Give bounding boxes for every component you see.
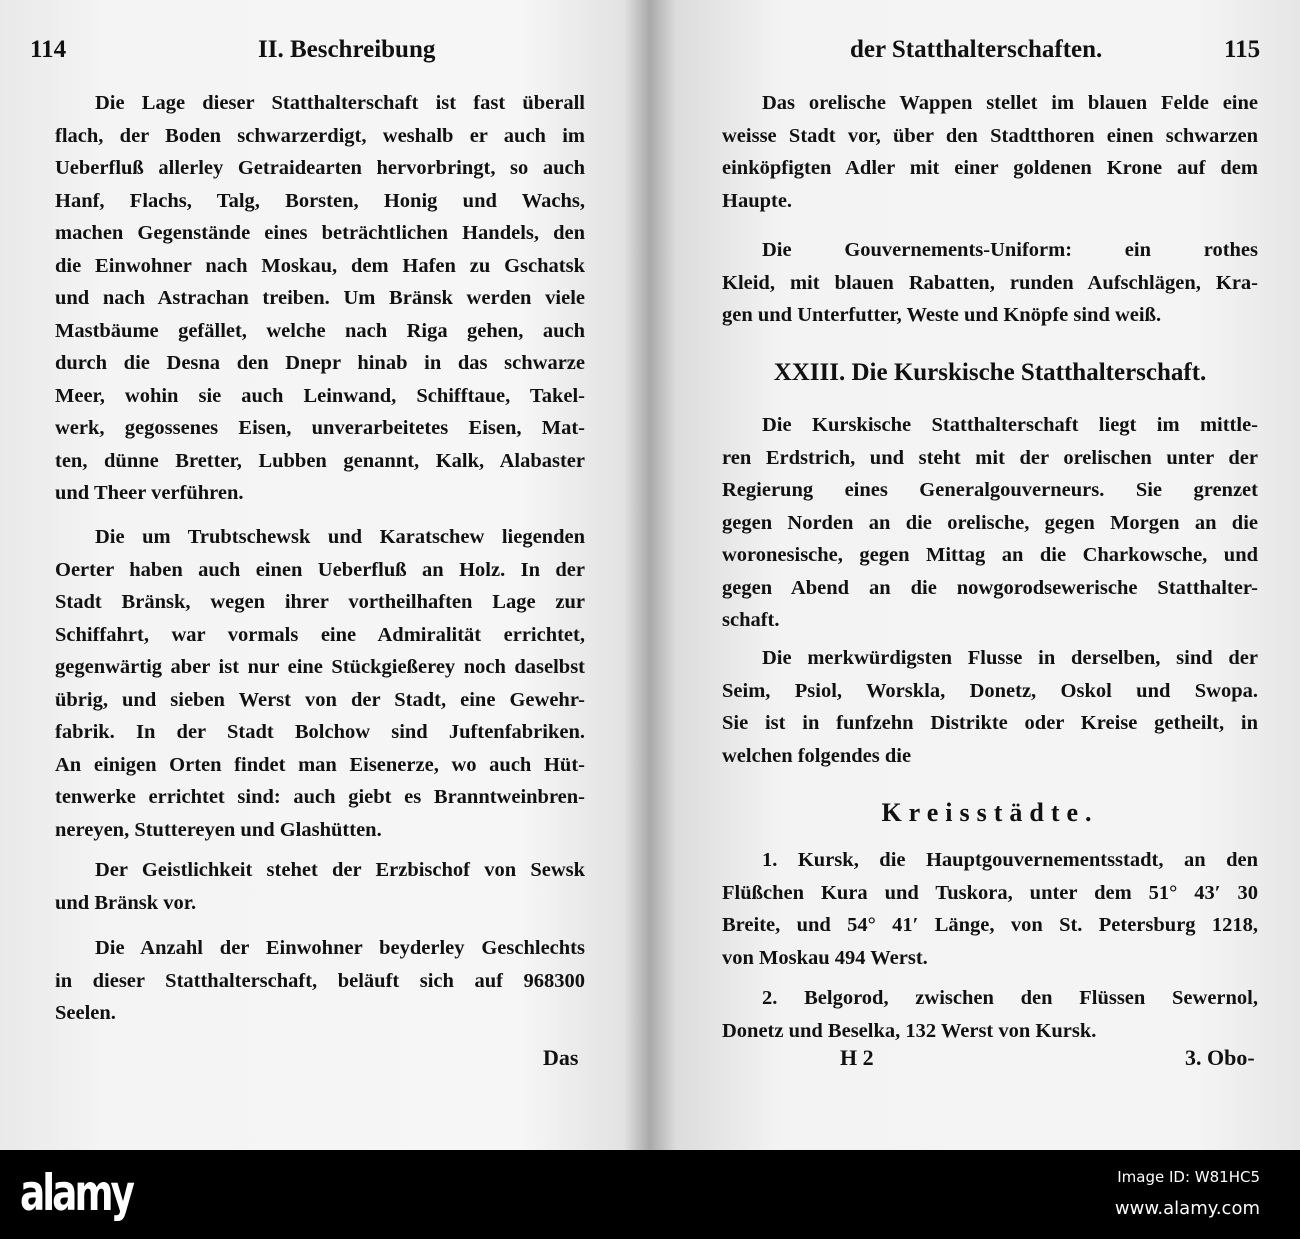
text-line: und Bränsk vor.: [55, 891, 197, 914]
text-line: Schiffahrt, war vormals eine Admiralität errichtet,: [55, 623, 585, 646]
text-line: machen Gegenstände eines beträchtlichen Handels, den: [55, 222, 585, 244]
text-line: in dieser Statthalterschaft, beläuft sich auf 968300: [55, 969, 585, 992]
paragraph: [722, 642, 1258, 772]
catchword: 3. Obo-: [1185, 1045, 1255, 1070]
text-line: und nach Astrachan treiben. Um Bränsk werden viele: [55, 287, 585, 309]
text-line: Oerter haben auch einen Ueberfluß an Holz. In der: [55, 558, 585, 581]
text-line: gegenwärtig aber ist nur eine Stückgießerey noch daselbst: [55, 656, 585, 678]
paragraph: [722, 409, 1258, 637]
page-number: 115: [1224, 36, 1261, 63]
text-line: Die Anzahl der Einwohner beyderley Geschlechts: [95, 937, 585, 959]
text-line: welchen folgendes die: [722, 744, 912, 767]
text-line: schaft.: [722, 609, 780, 631]
text-line: Der Geistlichkeit stehet der Erzbischof von Sewsk: [95, 859, 585, 881]
paragraph: [55, 854, 585, 919]
text-line: Stadt Bränsk, wegen ihrer vortheilhaften Lage zur: [55, 591, 585, 613]
paragraph: [55, 87, 585, 510]
text-line: Kleid, mit blauen Rabatten, runden Aufschlägen, Kra-: [722, 271, 1258, 294]
text-line: gegen Abend an die nowgorodsewerische Statthalter-: [722, 576, 1258, 599]
text-line: Die um Trubtschewsk und Karatschew liegenden: [95, 526, 585, 548]
paragraph: [722, 87, 1258, 217]
text-line: gen und Unterfutter, Weste und Knöpfe sind weiß.: [722, 304, 1162, 326]
text-line: woronesische, gegen Mittag an die Charkowsche, und: [722, 544, 1258, 566]
paragraph: [722, 234, 1258, 332]
text-line: nereyen, Stuttereyen und Glashütten.: [55, 818, 382, 841]
text-line: ren Erdstrich, und steht mit der orelischen unter der: [722, 446, 1258, 469]
image-id: Image ID: W81HC5: [1117, 1168, 1260, 1186]
page-number: 114: [30, 36, 67, 63]
alamy-logo: alamy: [20, 1164, 132, 1222]
section-heading: XXIII. Die Kurskische Statthalterschaft.: [773, 359, 1207, 386]
left-page: [30, 0, 585, 1150]
text-line: Das orelische Wappen stellet im blauen Felde eine: [762, 92, 1258, 114]
text-line: flach, der Boden schwarzerdigt, weshalb er auch im: [55, 124, 585, 147]
watermark-bar: [0, 1150, 1300, 1239]
right-page: [722, 0, 1261, 1150]
text-line: Meer, wohin sie auch Leinwand, Schifftaue, Takel-: [55, 384, 585, 407]
subheading: Kreisstädte.: [881, 798, 1099, 827]
text-line: Regierung eines Generalgouverneurs. Sie grenzet: [722, 479, 1258, 501]
paragraph: [55, 521, 585, 846]
text-line: Sie ist in funfzehn Distrikte oder Kreise getheilt, in: [722, 712, 1258, 734]
text-line: Mastbäume gefället, welche nach Riga gehen, auch: [55, 319, 585, 342]
text-line: tenwerke errichtet sind: auch giebt es Branntweinbren-: [55, 786, 585, 808]
text-line: Donetz und Beselka, 132 Werst von Kursk.: [722, 1019, 1097, 1042]
text-line: 2. Belgorod, zwischen den Flüssen Sewernol,: [762, 987, 1258, 1009]
text-line: Seelen.: [55, 1002, 116, 1024]
text-line: und Theer verführen.: [55, 482, 244, 504]
catchword: Das: [543, 1045, 579, 1070]
text-line: Die Lage dieser Statthalterschaft ist fast überall: [95, 92, 585, 114]
text-line: 1. Kursk, die Hauptgouvernementsstadt, an den: [762, 849, 1258, 871]
text-line: An einigen Orten findet man Eisenerze, wo auch Hüt-: [55, 753, 585, 776]
running-head: der Statthalterschaften.: [850, 36, 1103, 63]
text-line: die Einwohner nach Moskau, dem Hafen zu Gschatsk: [55, 254, 585, 277]
text-line: Ueberfluß allerley Getraidearten hervorbringt, so auch: [55, 157, 585, 179]
text-line: weisse Stadt vor, über den Stadtthoren einen schwarzen: [722, 124, 1258, 147]
running-head: II. Beschreibung: [258, 36, 436, 63]
text-line: Hanf, Flachs, Talg, Borsten, Honig und Wachs,: [55, 189, 585, 212]
text-line: Seim, Psiol, Worskla, Donetz, Oskol und Swopa.: [722, 679, 1258, 702]
text-line: Breite, und 54° 41′ Länge, von St. Petersburg 1218,: [722, 914, 1258, 936]
text-line: fabrik. In der Stadt Bolchow sind Juftenfabriken.: [55, 721, 585, 743]
text-line: Flüßchen Kura und Tuskora, unter dem 51° 43′ 30: [722, 881, 1258, 904]
text-line: werk, gegossenes Eisen, unverarbeitetes Eisen, Mat-: [55, 417, 585, 439]
signature-mark: H 2: [840, 1045, 874, 1070]
text-line: Die Kurskische Statthalterschaft liegt im mittle-: [762, 414, 1258, 436]
text-line: Haupte.: [722, 189, 793, 212]
text-line: Die merkwürdigsten Flusse in derselben, sind der: [762, 647, 1258, 669]
site-url: www.alamy.com: [1114, 1198, 1260, 1219]
paragraph: [55, 932, 585, 1030]
text-line: von Moskau 494 Werst.: [722, 946, 928, 969]
text-line: ten, dünne Bretter, Lubben genannt, Kalk, Alabaster: [55, 449, 585, 472]
paragraph: [722, 982, 1258, 1047]
text-line: gegen Norden an die orelische, gegen Morgen an die: [722, 511, 1258, 534]
text-line: durch die Desna den Dnepr hinab in das schwarze: [55, 352, 585, 374]
text-line: einköpfigten Adler mit einer goldenen Krone auf dem: [722, 157, 1258, 179]
text-line: übrig, und sieben Werst von der Stadt, eine Gewehr-: [55, 688, 585, 711]
text-line: Die Gouvernements-Uniform: ein rothes: [762, 239, 1258, 261]
paragraph: [722, 844, 1258, 974]
